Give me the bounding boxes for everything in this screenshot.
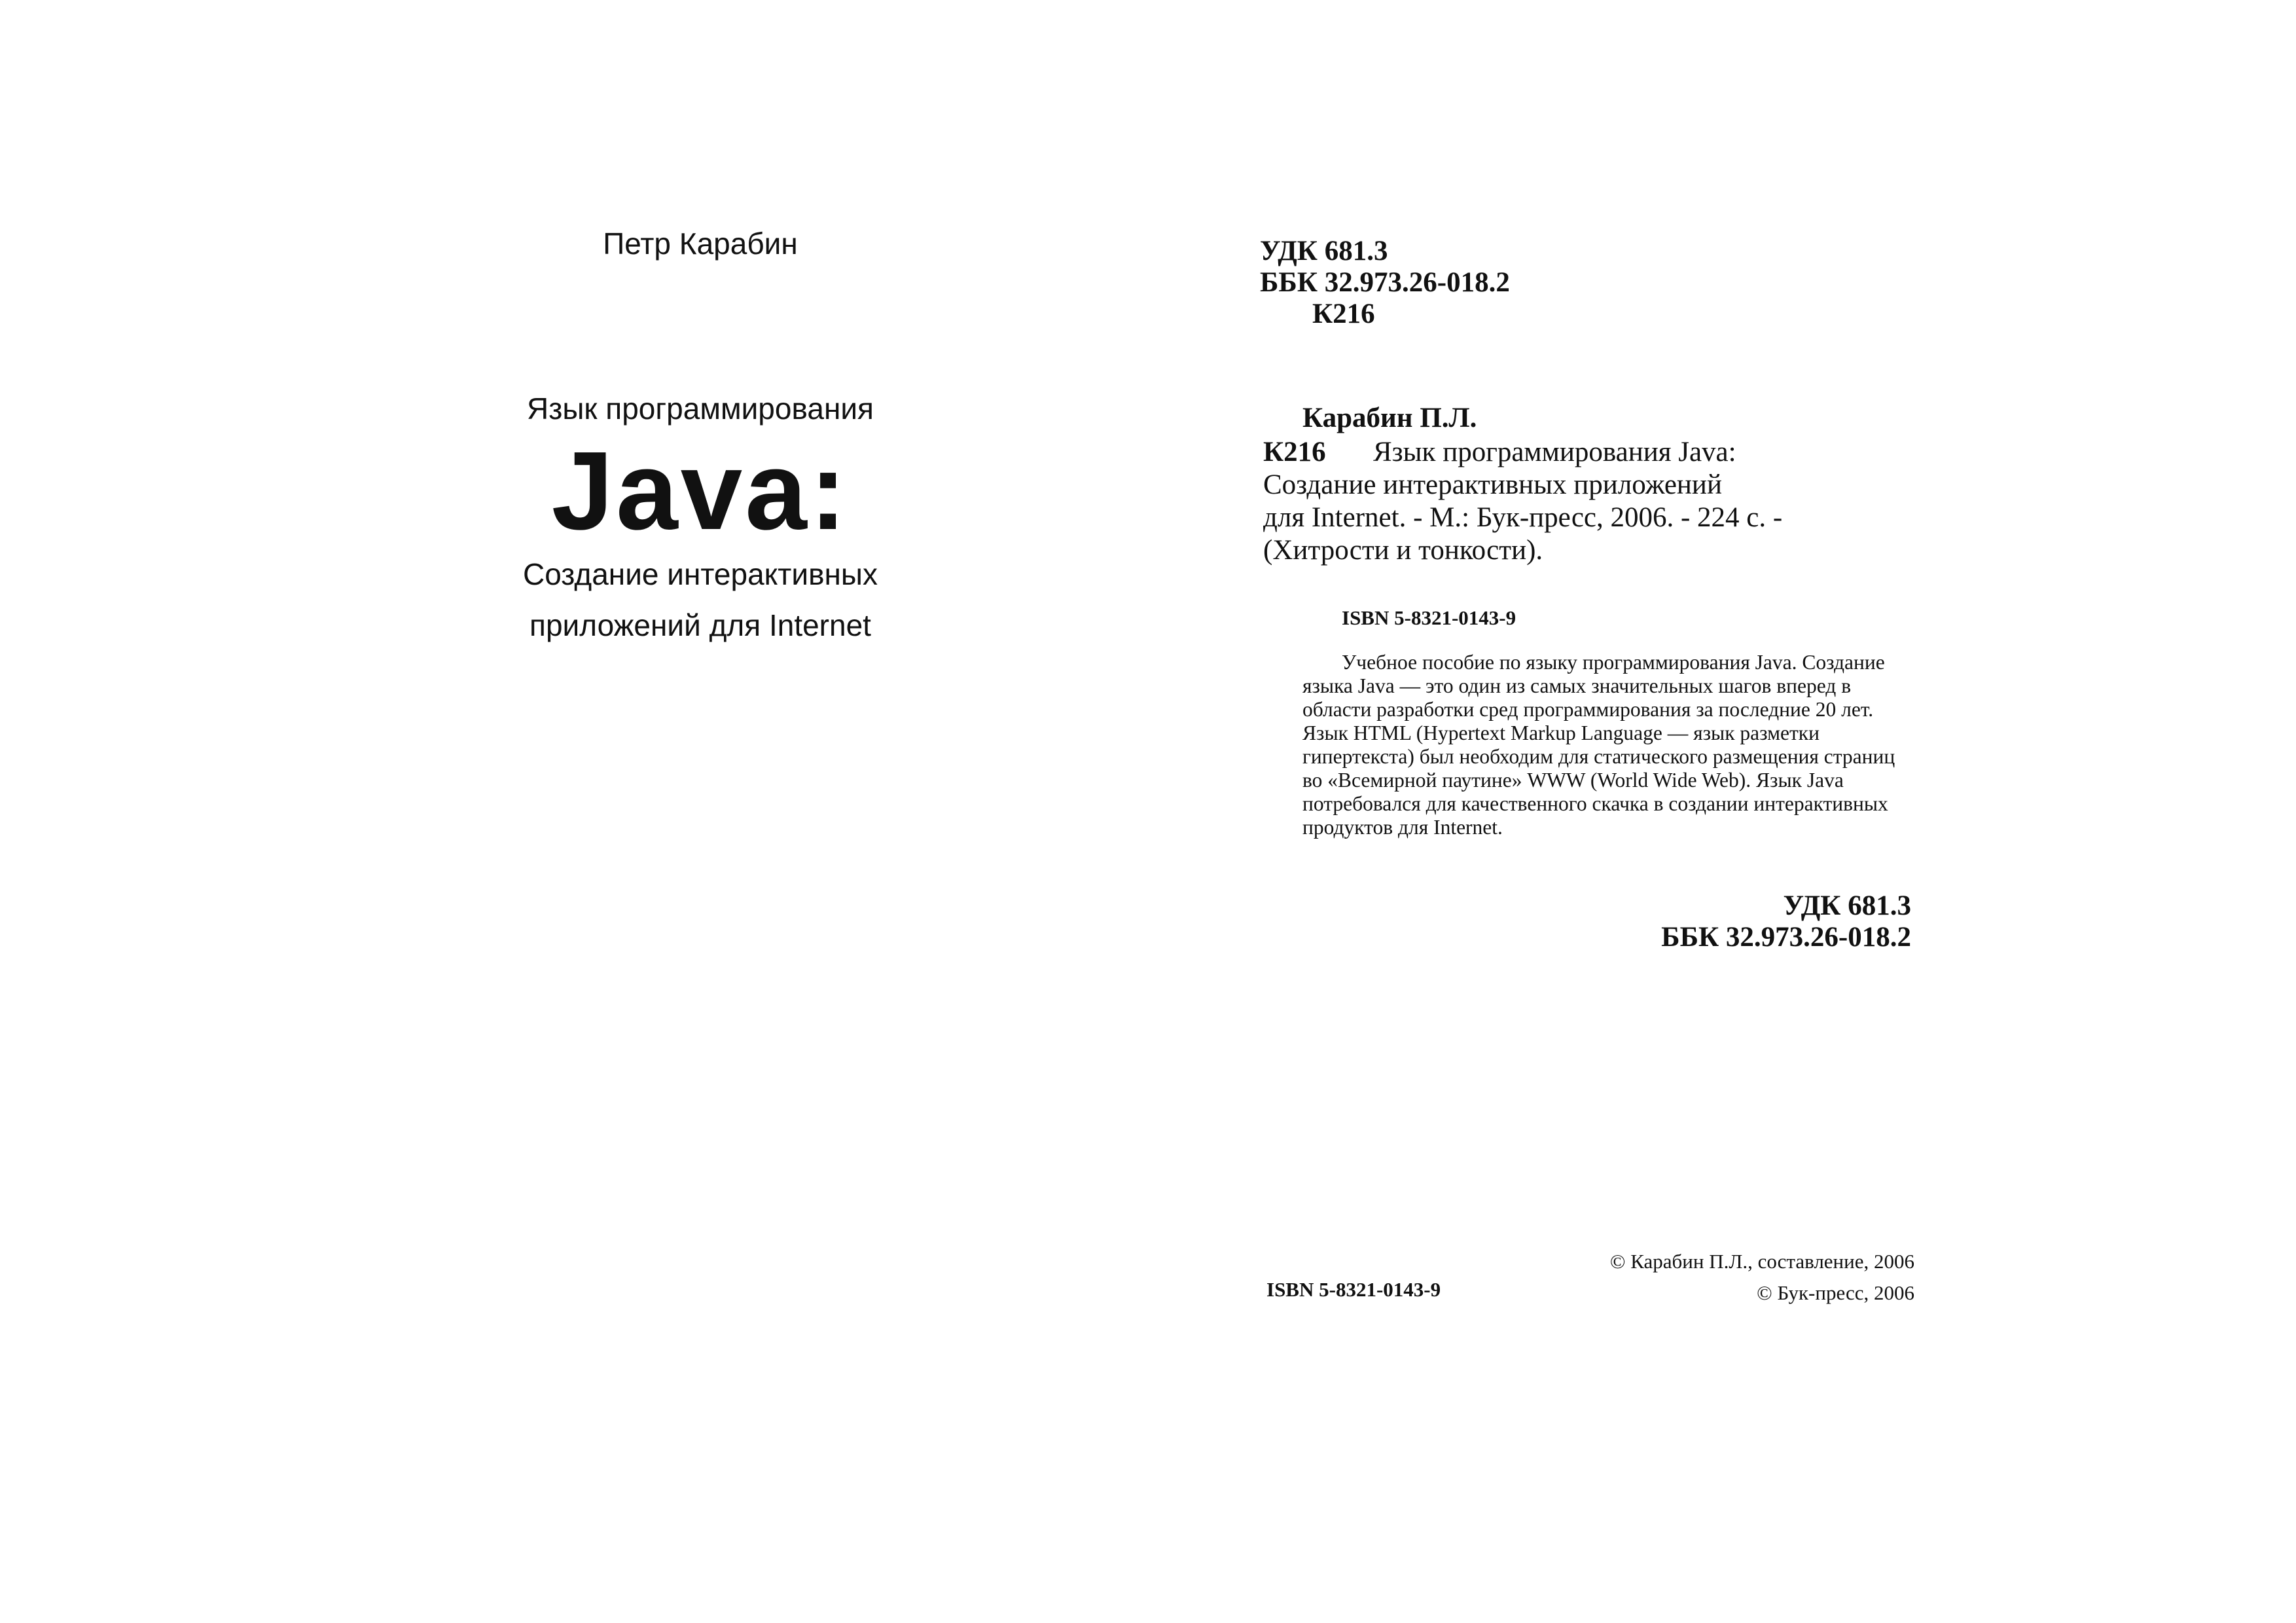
classification-codes-bottom [1604,890,1911,953]
bbk-code-bottom: ББК 32.973.26-018.2 [1661,922,1911,953]
isbn-number: ISBN 5-8321-0143-9 [1342,606,1516,629]
subtitle-line-2: приложений для Internet [529,608,871,642]
biblio-line-2: Создание интерактивных приложений [1263,469,1722,500]
author-cipher: К216 [1263,437,1326,467]
udk-code: УДК 681.3 [1260,236,1388,266]
bibliographic-author: Карабин П.Л. [1302,403,1477,433]
biblio-line-1 [1263,436,1918,469]
udk-code-bottom: УДК 681.3 [1783,890,1911,921]
bibliographic-description [1263,436,1918,567]
author-sign: К216 [1312,299,1375,329]
isbn-number-bottom: ISBN 5-8321-0143-9 [1266,1278,1441,1301]
bbk-code: ББК 32.973.26-018.2 [1260,267,1510,298]
biblio-title: Язык программирования Java: [1373,437,1736,467]
author-name: Петр Карабин [603,227,798,261]
copyright-block [1505,1246,1914,1309]
biblio-line-4: (Хитрости и тонкости). [1263,535,1543,566]
book-title: Java: [551,429,850,553]
classification-codes-top [1260,236,1510,330]
copyright-author: © Карабин П.Л., составление, 2006 [1609,1250,1914,1273]
copyright-publisher: © Бук-пресс, 2006 [1757,1281,1914,1304]
annotation-paragraph: Учебное пособие по языку программирования Java. Создание языка Java — это один из самых значительных шагов вперед в области разработки сред программирования за последние 20 лет. Язык HTML (Hypertext Markup Language — язык разметки гипертекста) был необходим для статического размещения страниц во «Всемирной паутине» WWW (World Wide Web). Язык Java потребовался для качественного скачка в создании интерактивных продуктов для Internet. [1302,651,1895,839]
subtitle-line-1: Создание интерактивных [523,557,878,591]
book-subtitle [445,549,956,651]
title-prefix: Язык программирования [527,392,874,426]
biblio-line-3: для Internet. - М.: Бук-пресс, 2006. - 224 с. - [1263,502,1783,533]
